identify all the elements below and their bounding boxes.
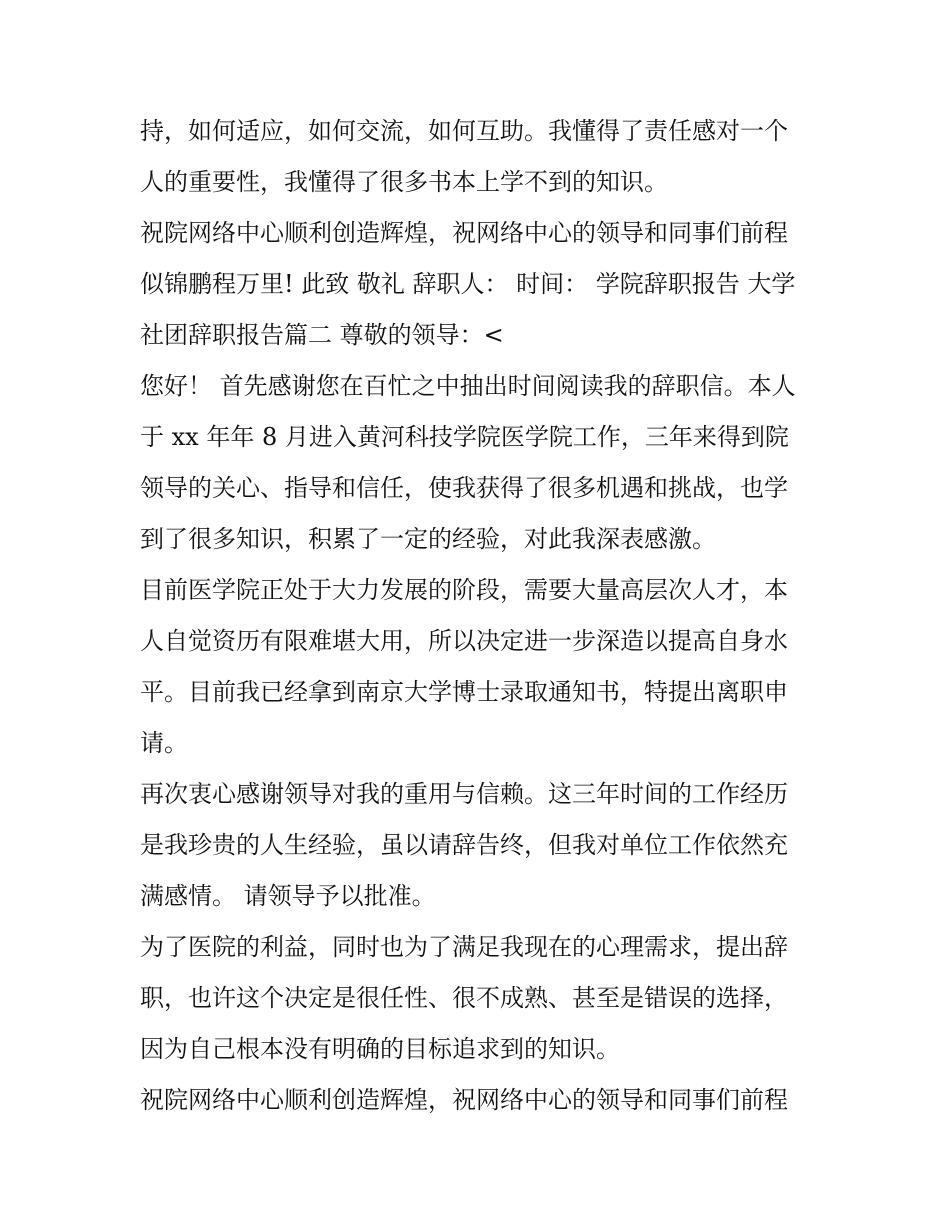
text-line: 请。 xyxy=(140,729,188,757)
text-line: 因为自己根本没有明确的目标追求到的知识。 xyxy=(140,1035,620,1063)
text-line: 祝院网络中心顺利创造辉煌，祝网络中心的领导和同事们前程 xyxy=(140,219,788,247)
text-line: 是我珍贵的人生经验，虽以请辞告终，但我对单位工作依然充 xyxy=(140,831,788,859)
text-line: 目前医学院正处于大力发展的阶段，需要大量高层次人才，本 xyxy=(140,576,788,604)
text-line: 祝院网络中心顺利创造辉煌，祝网络中心的领导和同事们前程 xyxy=(140,1086,788,1114)
text-line: 为了医院的利益，同时也为了满足我现在的心理需求，提出辞 xyxy=(140,933,788,961)
text-line: 到了很多知识，积累了一定的经验，对此我深表感激。 xyxy=(140,525,716,553)
text-line: 人的重要性，我懂得了很多书本上学不到的知识。 xyxy=(140,168,668,196)
document-body xyxy=(140,106,820,1126)
text-line: 职，也许这个决定是很任性、很不成熟、甚至是错误的选择， xyxy=(140,984,788,1012)
text-line: 平。目前我已经拿到南京大学博士录取通知书，特提出离职申 xyxy=(140,678,788,706)
text-line: 似锦鹏程万里! 此致 敬礼 辞职人： 时间： 学院辞职报告 大学 xyxy=(140,270,796,298)
text-line: 满感情。 请领导予以批准。 xyxy=(140,882,436,910)
text-line: 人自觉资历有限难堪大用，所以决定进一步深造以提高自身水 xyxy=(140,627,788,655)
text-line: 您好！ 首先感谢您在百忙之中抽出时间阅读我的辞职信。本人 xyxy=(140,372,796,400)
text-line: 社团辞职报告篇二 尊敬的领导：< xyxy=(140,321,504,349)
text-line: 再次衷心感谢领导对我的重用与信赖。这三年时间的工作经历 xyxy=(140,780,788,808)
text-line: 于 xx 年年 8 月进入黄河科技学院医学院工作，三年来得到院 xyxy=(140,423,789,451)
text-line: 持，如何适应，如何交流，如何互助。我懂得了责任感对一个 xyxy=(140,117,788,145)
text-line: 领导的关心、指导和信任，使我获得了很多机遇和挑战，也学 xyxy=(140,474,788,502)
